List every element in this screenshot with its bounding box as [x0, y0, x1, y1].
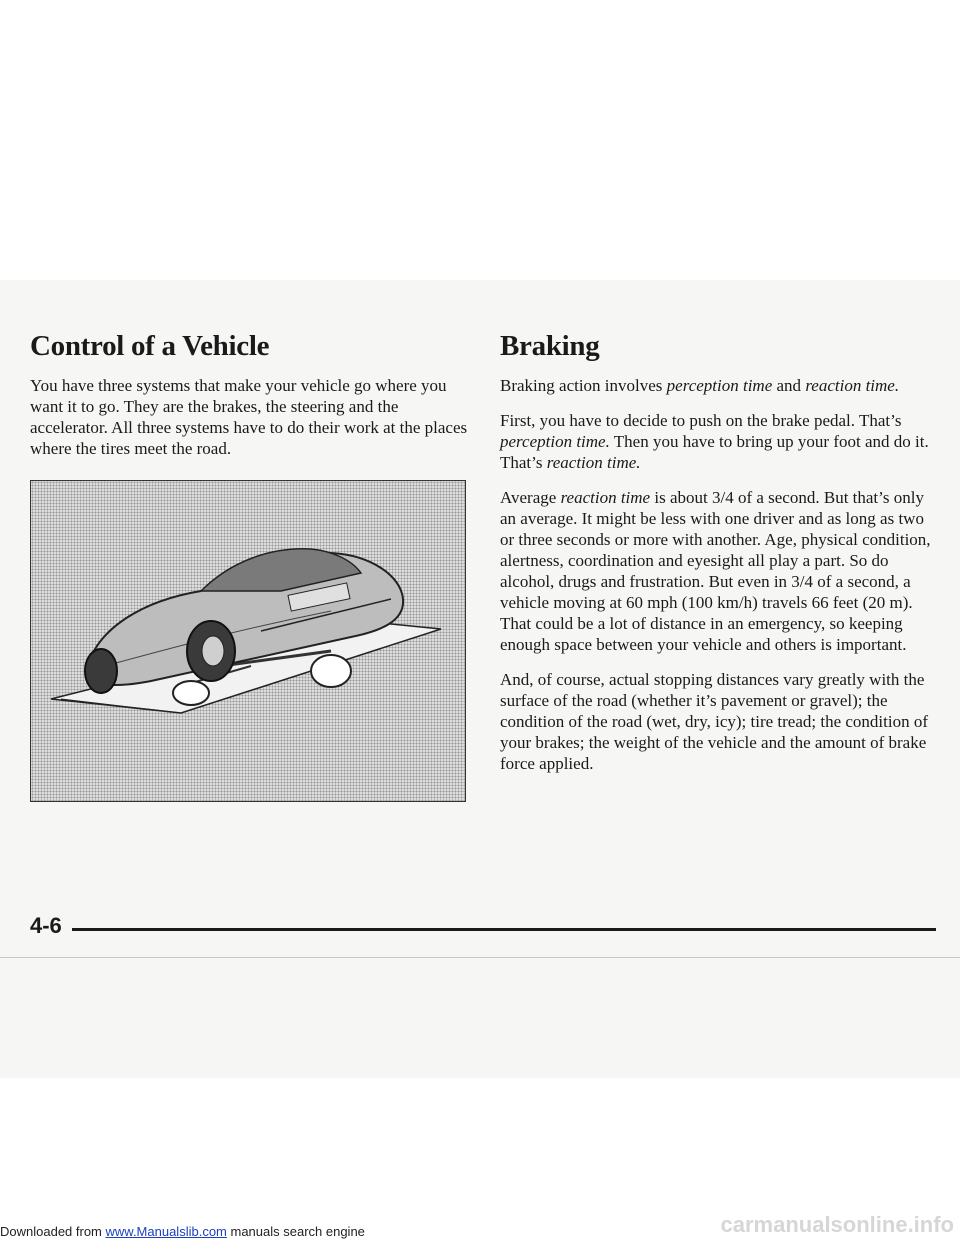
section-title: Control of a Vehicle — [30, 330, 270, 362]
braking-paragraph-2: First, you have to decide to push on the brake pedal. That’s perception time. Then you have to bring up your foot and do it. That’s reaction time. — [500, 411, 929, 472]
footer-rule — [72, 928, 936, 931]
vehicle-illustration — [30, 480, 466, 802]
braking-paragraph-1: Braking action involves perception time and reaction time. — [500, 376, 900, 395]
section-paragraph: You have three systems that make your vehicle go where you want it to go. They are the brakes, the steering and the accelerator. All three systems have to do their work at the places where the tires meet the road. — [30, 376, 468, 458]
braking-paragraph-4: And, of course, actual stopping distances vary greatly with the surface of the road (whether it’s pavement or gravel); the condition of the road (wet, dry, icy); tire tread; the condition of your brakes; the weight of the vehicle and the amount of brake force applied. — [500, 670, 929, 773]
download-banner: Downloaded from www.Manualslib.com manuals search engine — [0, 1224, 365, 1239]
watermark: carmanualsonline.info — [720, 1212, 954, 1237]
divider — [0, 957, 960, 958]
control-of-vehicle-section — [30, 330, 470, 473]
manualslib-link[interactable]: www.Manualslib.com — [105, 1224, 227, 1239]
braking-section — [500, 330, 936, 788]
page-number: 4-6 — [30, 913, 62, 938]
car-on-platform-icon — [31, 481, 466, 802]
braking-paragraph-3: Average reaction time is about 3/4 of a second. But that’s only an average. It might be less with one driver and as long as two or three seconds or more with another. Age, physical condition, alertness, coordination and eyesight all play a part. So do alcohol, drugs and frustration. But even in 3/4 of a second, a vehicle moving at 60 mph (100 km/h) travels 66 feet (20 m). That could be a lot of distance in an emergency, so keeping enough space between your vehicle and others is important. — [500, 488, 931, 654]
section-title: Braking — [500, 330, 600, 362]
